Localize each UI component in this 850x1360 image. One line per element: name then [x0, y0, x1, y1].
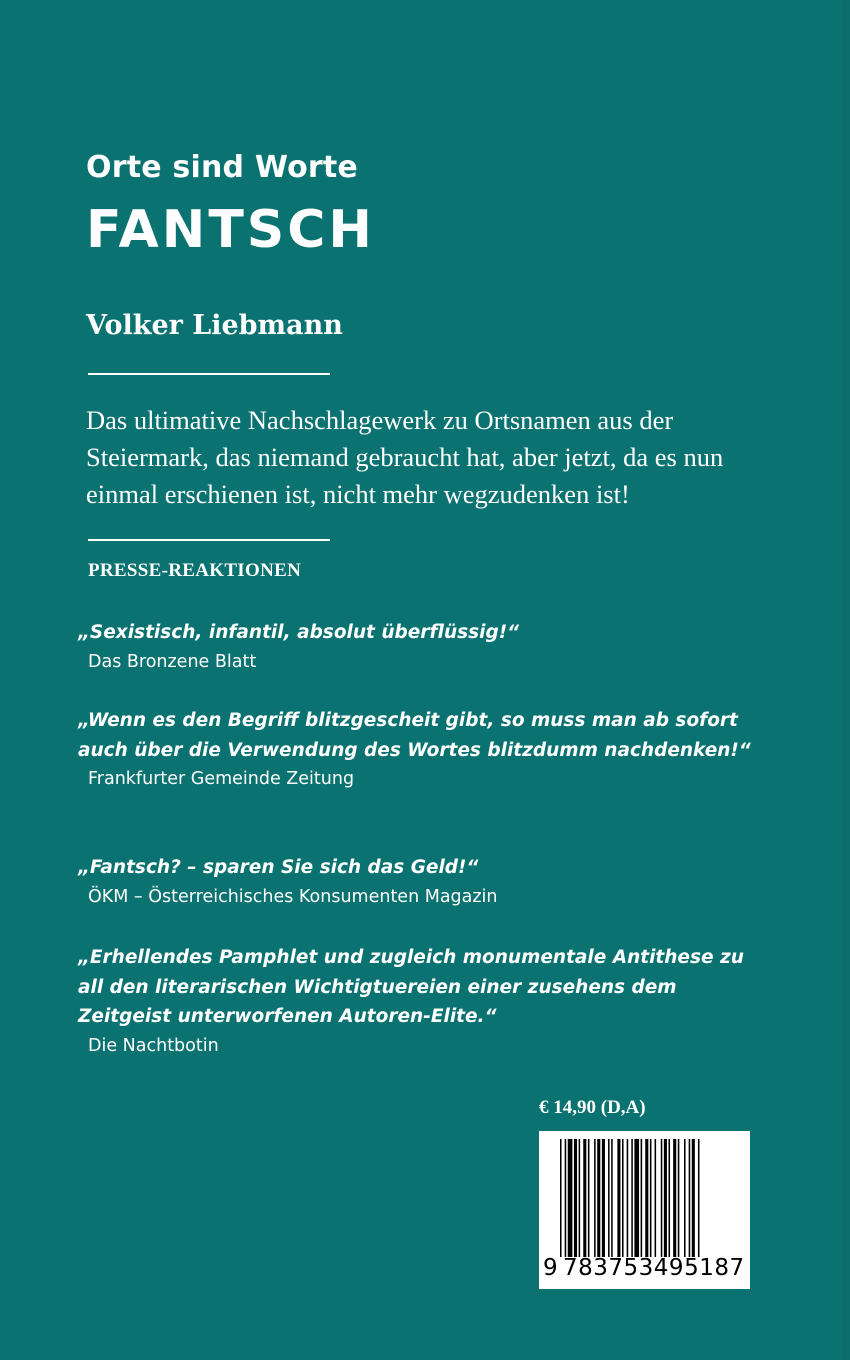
barcode-bar	[641, 1139, 643, 1257]
isbn-barcode	[539, 1131, 750, 1289]
barcode-bar	[617, 1139, 620, 1257]
author-name: Volker Liebmann	[86, 310, 343, 341]
barcode-bar	[645, 1139, 648, 1257]
barcode-bar	[678, 1139, 680, 1257]
barcode-bar	[669, 1139, 671, 1257]
barcode-bar	[673, 1139, 676, 1257]
barcode-bar	[594, 1139, 596, 1257]
barcode-bar	[608, 1139, 610, 1257]
book-blurb: Das ultimative Nachschlagewerk zu Ortsnamen aus der Steiermark, das niemand gebraucht hat, aber jetzt, da es nun einmal erschienen ist, nicht mehr wegzudenken ist!	[86, 405, 724, 509]
barcode-bar	[588, 1139, 590, 1257]
barcode-bar	[664, 1139, 667, 1257]
barcode-bar	[565, 1139, 567, 1257]
price-label: € 14,90 (D,A)	[539, 1097, 646, 1118]
barcode-bar	[631, 1139, 633, 1257]
barcode-bar	[560, 1139, 562, 1257]
review-source: ÖKM – Österreichisches Konsumenten Magazin	[88, 886, 498, 907]
barcode-bar	[627, 1139, 629, 1257]
cover-edge	[842, 0, 850, 1360]
series-title: Orte sind Worte	[86, 150, 358, 185]
review-source: Die Nachtbotin	[88, 1035, 219, 1056]
barcode-bar	[622, 1139, 624, 1257]
divider-top	[88, 373, 330, 375]
barcode-bar	[692, 1139, 695, 1257]
barcode-bar	[611, 1139, 613, 1257]
barcode-bar	[684, 1139, 686, 1257]
barcode-bar	[579, 1139, 581, 1257]
barcode-bar	[689, 1139, 691, 1257]
press-review	[78, 706, 768, 794]
isbn-digits: 783753495187	[563, 1255, 745, 1281]
barcode-bar	[634, 1139, 639, 1257]
barcode-bar	[583, 1139, 586, 1257]
isbn-first-digit: 9	[543, 1255, 558, 1281]
review-quote: „Fantsch? – sparen Sie sich das Geld!“	[78, 857, 479, 878]
review-quote: „Wenn es den Begriff blitzgescheit gibt, so muss man ab sofort auch über die Verwendung des Wortes blitzdumm nachdenken!“	[78, 710, 751, 761]
press-review	[78, 943, 768, 1061]
press-heading: PRESSE-REAKTIONEN	[88, 560, 302, 581]
barcode-bar	[650, 1139, 652, 1257]
divider-bottom	[88, 539, 330, 541]
review-source: Das Bronzene Blatt	[88, 651, 257, 672]
barcode-bar	[655, 1139, 657, 1257]
press-review	[78, 853, 768, 912]
review-source: Frankfurter Gemeinde Zeitung	[88, 769, 355, 789]
review-quote: „Erhellendes Pamphlet und zugleich monumentale Antithese zu all den literarischen Wichtigtuereien einer zusehens dem Zeitgeist unterworfenen Autoren-Elite.“	[78, 947, 744, 1027]
book-title: FANTSCH	[86, 200, 375, 260]
barcode-bar	[661, 1139, 663, 1257]
press-review	[78, 618, 768, 677]
review-quote: „Sexistisch, infantil, absolut überflüssig!“	[78, 622, 520, 643]
barcode-bar	[698, 1139, 700, 1257]
barcode-bar	[597, 1139, 600, 1257]
isbn-number	[539, 1255, 750, 1285]
barcode-bar	[602, 1139, 605, 1257]
barcode-bar	[574, 1139, 577, 1257]
barcode-bar	[568, 1139, 573, 1257]
